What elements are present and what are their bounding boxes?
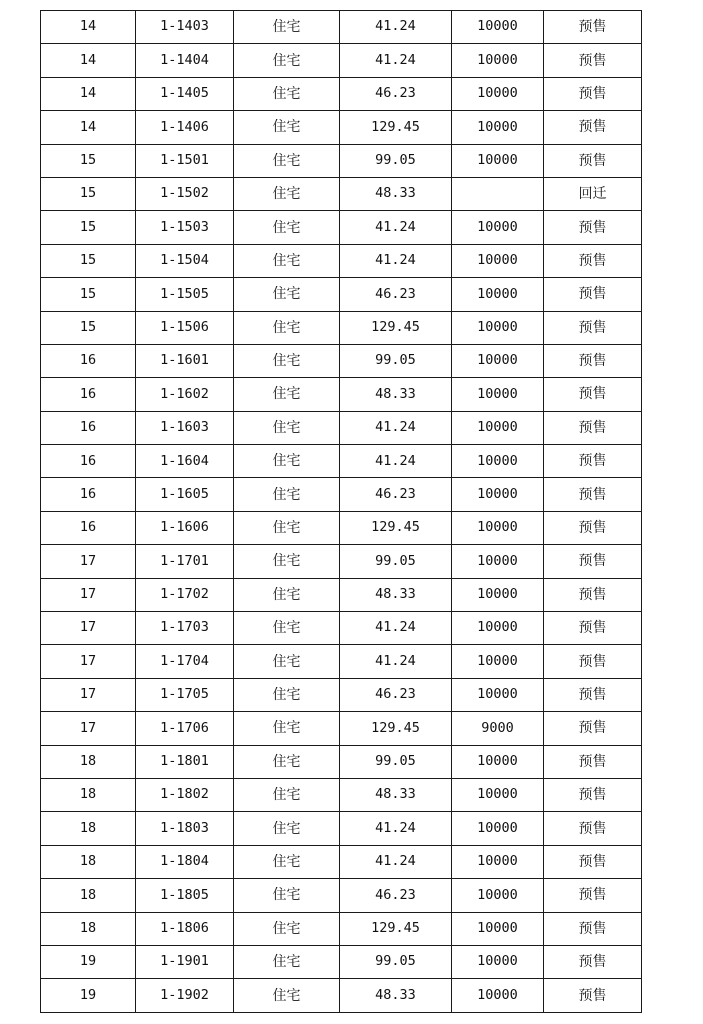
- price-cell: 10000: [452, 945, 544, 978]
- table-row: [41, 912, 642, 945]
- unit-number-cell: 1-1803: [136, 812, 234, 845]
- area-cell: 41.24: [340, 812, 452, 845]
- usage-type-cell: 住宅: [234, 945, 340, 978]
- price-cell: 10000: [452, 111, 544, 144]
- unit-number-cell: 1-1703: [136, 612, 234, 645]
- price-cell: 10000: [452, 845, 544, 878]
- table-row: [41, 311, 642, 344]
- usage-type-cell: 住宅: [234, 712, 340, 745]
- table-body: [41, 11, 642, 1013]
- unit-number-cell: 1-1606: [136, 511, 234, 544]
- table-row: [41, 712, 642, 745]
- usage-type-cell: 住宅: [234, 812, 340, 845]
- area-cell: 41.24: [340, 612, 452, 645]
- unit-number-cell: 1-1503: [136, 211, 234, 244]
- usage-type-cell: 住宅: [234, 612, 340, 645]
- area-cell: 41.24: [340, 445, 452, 478]
- area-cell: 99.05: [340, 945, 452, 978]
- usage-type-cell: 住宅: [234, 11, 340, 44]
- sale-status-cell: 预售: [544, 144, 642, 177]
- price-cell: 10000: [452, 211, 544, 244]
- sale-status-cell: 预售: [544, 11, 642, 44]
- table-row: [41, 879, 642, 912]
- unit-number-cell: 1-1902: [136, 979, 234, 1012]
- area-cell: 99.05: [340, 144, 452, 177]
- table-row: [41, 11, 642, 44]
- unit-number-cell: 1-1404: [136, 44, 234, 77]
- usage-type-cell: 住宅: [234, 778, 340, 811]
- table-row: [41, 612, 642, 645]
- usage-type-cell: 住宅: [234, 645, 340, 678]
- price-cell: 10000: [452, 244, 544, 277]
- area-cell: 46.23: [340, 879, 452, 912]
- floor-cell: 18: [41, 745, 136, 778]
- table-row: [41, 545, 642, 578]
- floor-cell: 14: [41, 77, 136, 110]
- area-cell: 48.33: [340, 778, 452, 811]
- floor-cell: 16: [41, 344, 136, 377]
- floor-cell: 16: [41, 445, 136, 478]
- floor-cell: 14: [41, 44, 136, 77]
- sale-status-cell: 回迁: [544, 177, 642, 210]
- price-cell: 10000: [452, 645, 544, 678]
- usage-type-cell: 住宅: [234, 344, 340, 377]
- price-cell: 10000: [452, 77, 544, 110]
- usage-type-cell: 住宅: [234, 411, 340, 444]
- usage-type-cell: 住宅: [234, 144, 340, 177]
- sale-status-cell: 预售: [544, 812, 642, 845]
- floor-cell: 17: [41, 712, 136, 745]
- usage-type-cell: 住宅: [234, 211, 340, 244]
- area-cell: 41.24: [340, 44, 452, 77]
- floor-cell: 15: [41, 177, 136, 210]
- price-cell: 10000: [452, 478, 544, 511]
- price-cell: 10000: [452, 912, 544, 945]
- unit-number-cell: 1-1603: [136, 411, 234, 444]
- floor-cell: 14: [41, 111, 136, 144]
- sale-status-cell: 预售: [544, 344, 642, 377]
- sale-status-cell: 预售: [544, 44, 642, 77]
- floor-cell: 17: [41, 612, 136, 645]
- usage-type-cell: 住宅: [234, 511, 340, 544]
- usage-type-cell: 住宅: [234, 244, 340, 277]
- floor-cell: 18: [41, 845, 136, 878]
- usage-type-cell: 住宅: [234, 311, 340, 344]
- floor-cell: 14: [41, 11, 136, 44]
- usage-type-cell: 住宅: [234, 77, 340, 110]
- area-cell: 129.45: [340, 912, 452, 945]
- floor-cell: 19: [41, 945, 136, 978]
- price-cell: [452, 177, 544, 210]
- usage-type-cell: 住宅: [234, 445, 340, 478]
- usage-type-cell: 住宅: [234, 545, 340, 578]
- unit-number-cell: 1-1806: [136, 912, 234, 945]
- area-cell: 48.33: [340, 979, 452, 1012]
- price-cell: 10000: [452, 678, 544, 711]
- sale-status-cell: 预售: [544, 979, 642, 1012]
- usage-type-cell: 住宅: [234, 44, 340, 77]
- table-row: [41, 745, 642, 778]
- floor-cell: 17: [41, 578, 136, 611]
- unit-number-cell: 1-1602: [136, 378, 234, 411]
- area-cell: 46.23: [340, 678, 452, 711]
- sale-status-cell: 预售: [544, 578, 642, 611]
- table-row: [41, 445, 642, 478]
- unit-number-cell: 1-1702: [136, 578, 234, 611]
- unit-number-cell: 1-1405: [136, 77, 234, 110]
- sale-status-cell: 预售: [544, 311, 642, 344]
- area-cell: 99.05: [340, 545, 452, 578]
- unit-number-cell: 1-1804: [136, 845, 234, 878]
- sale-status-cell: 预售: [544, 778, 642, 811]
- price-cell: 10000: [452, 445, 544, 478]
- floor-cell: 16: [41, 478, 136, 511]
- area-cell: 41.24: [340, 411, 452, 444]
- usage-type-cell: 住宅: [234, 745, 340, 778]
- sale-status-cell: 预售: [544, 645, 642, 678]
- floor-cell: 17: [41, 645, 136, 678]
- price-cell: 9000: [452, 712, 544, 745]
- unit-number-cell: 1-1604: [136, 445, 234, 478]
- sale-status-cell: 预售: [544, 745, 642, 778]
- usage-type-cell: 住宅: [234, 578, 340, 611]
- floor-cell: 18: [41, 778, 136, 811]
- table-row: [41, 945, 642, 978]
- area-cell: 129.45: [340, 311, 452, 344]
- area-cell: 41.24: [340, 244, 452, 277]
- floor-cell: 15: [41, 144, 136, 177]
- sale-status-cell: 预售: [544, 945, 642, 978]
- table-row: [41, 378, 642, 411]
- floor-cell: 17: [41, 678, 136, 711]
- sale-status-cell: 预售: [544, 879, 642, 912]
- floor-cell: 15: [41, 211, 136, 244]
- area-cell: 46.23: [340, 278, 452, 311]
- area-cell: 48.33: [340, 378, 452, 411]
- table-row: [41, 278, 642, 311]
- sale-status-cell: 预售: [544, 77, 642, 110]
- table-row: [41, 778, 642, 811]
- floor-cell: 18: [41, 812, 136, 845]
- sale-status-cell: 预售: [544, 244, 642, 277]
- area-cell: 99.05: [340, 745, 452, 778]
- price-cell: 10000: [452, 612, 544, 645]
- table-row: [41, 845, 642, 878]
- floor-cell: 16: [41, 411, 136, 444]
- price-cell: 10000: [452, 144, 544, 177]
- unit-number-cell: 1-1901: [136, 945, 234, 978]
- unit-number-cell: 1-1701: [136, 545, 234, 578]
- price-cell: 10000: [452, 979, 544, 1012]
- floor-cell: 18: [41, 912, 136, 945]
- price-cell: 10000: [452, 311, 544, 344]
- table-row: [41, 511, 642, 544]
- unit-number-cell: 1-1506: [136, 311, 234, 344]
- table-row: [41, 344, 642, 377]
- area-cell: 48.33: [340, 578, 452, 611]
- floor-cell: 17: [41, 545, 136, 578]
- area-cell: 41.24: [340, 645, 452, 678]
- price-cell: 10000: [452, 578, 544, 611]
- table-row: [41, 244, 642, 277]
- price-cell: 10000: [452, 278, 544, 311]
- housing-units-table: [40, 10, 642, 1013]
- sale-status-cell: 预售: [544, 411, 642, 444]
- sale-status-cell: 预售: [544, 612, 642, 645]
- unit-number-cell: 1-1403: [136, 11, 234, 44]
- table-row: [41, 812, 642, 845]
- floor-cell: 19: [41, 979, 136, 1012]
- floor-cell: 15: [41, 278, 136, 311]
- usage-type-cell: 住宅: [234, 378, 340, 411]
- sale-status-cell: 预售: [544, 211, 642, 244]
- area-cell: 41.24: [340, 211, 452, 244]
- unit-number-cell: 1-1605: [136, 478, 234, 511]
- price-cell: 10000: [452, 879, 544, 912]
- price-cell: 10000: [452, 411, 544, 444]
- area-cell: 46.23: [340, 77, 452, 110]
- price-cell: 10000: [452, 778, 544, 811]
- floor-cell: 16: [41, 378, 136, 411]
- unit-number-cell: 1-1705: [136, 678, 234, 711]
- table-row: [41, 645, 642, 678]
- sale-status-cell: 预售: [544, 111, 642, 144]
- sale-status-cell: 预售: [544, 478, 642, 511]
- area-cell: 48.33: [340, 177, 452, 210]
- unit-number-cell: 1-1501: [136, 144, 234, 177]
- usage-type-cell: 住宅: [234, 845, 340, 878]
- usage-type-cell: 住宅: [234, 912, 340, 945]
- usage-type-cell: 住宅: [234, 478, 340, 511]
- table-row: [41, 478, 642, 511]
- usage-type-cell: 住宅: [234, 879, 340, 912]
- price-cell: 10000: [452, 745, 544, 778]
- floor-cell: 15: [41, 244, 136, 277]
- area-cell: 41.24: [340, 11, 452, 44]
- usage-type-cell: 住宅: [234, 979, 340, 1012]
- unit-number-cell: 1-1704: [136, 645, 234, 678]
- floor-cell: 16: [41, 511, 136, 544]
- unit-number-cell: 1-1801: [136, 745, 234, 778]
- price-cell: 10000: [452, 344, 544, 377]
- usage-type-cell: 住宅: [234, 111, 340, 144]
- unit-number-cell: 1-1504: [136, 244, 234, 277]
- area-cell: 41.24: [340, 845, 452, 878]
- price-cell: 10000: [452, 378, 544, 411]
- table-row: [41, 111, 642, 144]
- sale-status-cell: 预售: [544, 378, 642, 411]
- unit-number-cell: 1-1505: [136, 278, 234, 311]
- sale-status-cell: 预售: [544, 278, 642, 311]
- unit-number-cell: 1-1601: [136, 344, 234, 377]
- table-row: [41, 411, 642, 444]
- area-cell: 46.23: [340, 478, 452, 511]
- sale-status-cell: 预售: [544, 511, 642, 544]
- area-cell: 129.45: [340, 511, 452, 544]
- price-cell: 10000: [452, 812, 544, 845]
- table-row: [41, 44, 642, 77]
- sale-status-cell: 预售: [544, 712, 642, 745]
- unit-number-cell: 1-1502: [136, 177, 234, 210]
- price-cell: 10000: [452, 44, 544, 77]
- floor-cell: 15: [41, 311, 136, 344]
- unit-number-cell: 1-1805: [136, 879, 234, 912]
- area-cell: 129.45: [340, 111, 452, 144]
- price-cell: 10000: [452, 511, 544, 544]
- table-row: [41, 211, 642, 244]
- area-cell: 129.45: [340, 712, 452, 745]
- sale-status-cell: 预售: [544, 445, 642, 478]
- usage-type-cell: 住宅: [234, 177, 340, 210]
- table-row: [41, 144, 642, 177]
- table-row: [41, 678, 642, 711]
- usage-type-cell: 住宅: [234, 278, 340, 311]
- unit-number-cell: 1-1406: [136, 111, 234, 144]
- sale-status-cell: 预售: [544, 678, 642, 711]
- price-cell: 10000: [452, 11, 544, 44]
- unit-number-cell: 1-1706: [136, 712, 234, 745]
- floor-cell: 18: [41, 879, 136, 912]
- table-row: [41, 77, 642, 110]
- table-row: [41, 177, 642, 210]
- area-cell: 99.05: [340, 344, 452, 377]
- usage-type-cell: 住宅: [234, 678, 340, 711]
- sale-status-cell: 预售: [544, 912, 642, 945]
- sale-status-cell: 预售: [544, 545, 642, 578]
- price-cell: 10000: [452, 545, 544, 578]
- table-row: [41, 979, 642, 1012]
- sale-status-cell: 预售: [544, 845, 642, 878]
- table-row: [41, 578, 642, 611]
- unit-number-cell: 1-1802: [136, 778, 234, 811]
